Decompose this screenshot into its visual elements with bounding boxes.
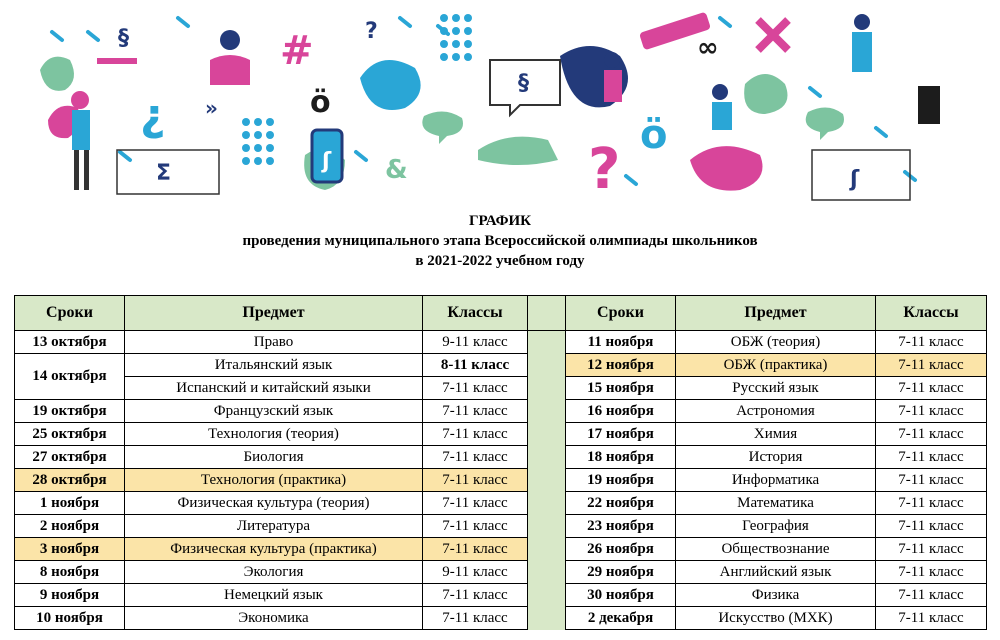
- date-cell: 15 ноября: [566, 377, 676, 400]
- date-cell: 10 ноября: [15, 607, 125, 630]
- subject-cell: Французский язык: [125, 400, 423, 423]
- date-cell: 3 ноября: [15, 538, 125, 561]
- date-cell: 29 ноября: [566, 561, 676, 584]
- classes-cell: 7-11 класс: [876, 469, 987, 492]
- subject-cell: Информатика: [676, 469, 876, 492]
- classes-cell: 7-11 класс: [423, 423, 528, 446]
- subject-cell: Итальянский язык: [125, 354, 423, 377]
- classes-cell: 7-11 класс: [876, 561, 987, 584]
- column-divider: [528, 331, 566, 354]
- column-divider: [528, 296, 566, 331]
- date-cell: 18 ноября: [566, 446, 676, 469]
- date-cell: 17 ноября: [566, 423, 676, 446]
- dot-grid-decor: [242, 14, 472, 165]
- date-cell: 25 октября: [15, 423, 125, 446]
- classes-cell: 7-11 класс: [876, 354, 987, 377]
- svg-text:∞: ∞: [697, 33, 719, 63]
- column-divider: [528, 492, 566, 515]
- table-row: [15, 515, 987, 538]
- column-divider: [528, 469, 566, 492]
- column-divider: [528, 584, 566, 607]
- classes-cell: 7-11 класс: [876, 584, 987, 607]
- header-dates: Сроки: [566, 296, 676, 331]
- header-classes: Классы: [423, 296, 528, 331]
- classes-cell: 7-11 класс: [876, 515, 987, 538]
- subject-cell: Русский язык: [676, 377, 876, 400]
- classes-cell: 7-11 класс: [876, 446, 987, 469]
- classes-cell: 7-11 класс: [876, 538, 987, 561]
- subject-cell: Обществознание: [676, 538, 876, 561]
- subject-cell: ОБЖ (практика): [676, 354, 876, 377]
- column-divider: [528, 354, 566, 377]
- svg-text:#: #: [280, 28, 314, 74]
- svg-text:&: &: [385, 155, 408, 185]
- classes-cell: 7-11 класс: [423, 400, 528, 423]
- date-cell: 1 ноября: [15, 492, 125, 515]
- table-row: [15, 423, 987, 446]
- subject-cell: Химия: [676, 423, 876, 446]
- subject-cell: ОБЖ (теория): [676, 331, 876, 354]
- subject-cell: Экономика: [125, 607, 423, 630]
- date-cell: 13 октября: [15, 331, 125, 354]
- classes-cell: 7-11 класс: [876, 331, 987, 354]
- table-row: [15, 492, 987, 515]
- classes-cell: 7-11 класс: [876, 607, 987, 630]
- svg-text:?: ?: [588, 137, 621, 202]
- document-subtitle: проведения муниципального этапа Всероссийской олимпиады школьников: [242, 233, 758, 249]
- date-cell: 9 ноября: [15, 584, 125, 607]
- date-cell: 14 октября: [15, 354, 125, 400]
- classes-cell: 7-11 класс: [876, 377, 987, 400]
- column-divider: [528, 538, 566, 561]
- classes-cell: 7-11 класс: [423, 538, 528, 561]
- subject-cell: Астрономия: [676, 400, 876, 423]
- column-divider: [528, 377, 566, 400]
- subject-cell: Экология: [125, 561, 423, 584]
- subject-cell: Испанский и китайский языки: [125, 377, 423, 400]
- date-cell: 16 ноября: [566, 400, 676, 423]
- subject-cell: Искусство (МХК): [676, 607, 876, 630]
- subject-cell: Английский язык: [676, 561, 876, 584]
- document-year: в 2021-2022 учебном году: [415, 253, 585, 269]
- document-title: ГРАФИК: [468, 213, 532, 229]
- table-row: [15, 377, 987, 400]
- svg-text:§: §: [118, 26, 129, 51]
- table-header-row: [15, 296, 987, 331]
- date-cell: 2 декабря: [566, 607, 676, 630]
- date-cell: 27 октября: [15, 446, 125, 469]
- table-row: [15, 400, 987, 423]
- date-cell: 26 ноября: [566, 538, 676, 561]
- date-cell: 19 октября: [15, 400, 125, 423]
- subject-cell: Литература: [125, 515, 423, 538]
- subject-cell: Технология (практика): [125, 469, 423, 492]
- date-cell: 22 ноября: [566, 492, 676, 515]
- header-dates: Сроки: [15, 296, 125, 331]
- date-cell: 28 октября: [15, 469, 125, 492]
- svg-text:ö: ö: [310, 85, 331, 120]
- classes-cell: 9-11 класс: [423, 561, 528, 584]
- classes-cell: 7-11 класс: [423, 446, 528, 469]
- subject-cell: Физическая культура (теория): [125, 492, 423, 515]
- subject-cell: Физика: [676, 584, 876, 607]
- subject-cell: История: [676, 446, 876, 469]
- date-cell: 12 ноября: [566, 354, 676, 377]
- svg-text:ö: ö: [640, 112, 668, 158]
- date-cell: 8 ноября: [15, 561, 125, 584]
- date-cell: 19 ноября: [566, 469, 676, 492]
- table-row: [15, 584, 987, 607]
- svg-text:¿: ¿: [140, 90, 166, 141]
- classes-cell: 7-11 класс: [423, 584, 528, 607]
- classes-cell: 8-11 класс: [423, 354, 528, 377]
- svg-text:ʃ: ʃ: [850, 167, 860, 192]
- svg-text:»: »: [205, 96, 218, 120]
- classes-cell: 7-11 класс: [876, 492, 987, 515]
- classes-cell: 7-11 класс: [423, 492, 528, 515]
- table-row: [15, 607, 987, 630]
- schedule-table: [14, 295, 987, 630]
- date-cell: 11 ноября: [566, 331, 676, 354]
- header-subject: Предмет: [676, 296, 876, 331]
- header-subject: Предмет: [125, 296, 423, 331]
- subject-cell: Право: [125, 331, 423, 354]
- classes-cell: 7-11 класс: [423, 515, 528, 538]
- column-divider: [528, 515, 566, 538]
- svg-text:Σ: Σ: [156, 161, 172, 186]
- classes-cell: 7-11 класс: [423, 469, 528, 492]
- table-row: [15, 538, 987, 561]
- column-divider: [528, 446, 566, 469]
- header-classes: Классы: [876, 296, 987, 331]
- svg-text:ʃ: ʃ: [322, 149, 332, 174]
- classes-cell: 7-11 класс: [423, 377, 528, 400]
- subject-cell: Технология (теория): [125, 423, 423, 446]
- date-cell: 23 ноября: [566, 515, 676, 538]
- subject-cell: Немецкий язык: [125, 584, 423, 607]
- banner-illustration: [0, 0, 1000, 210]
- table-row: [15, 561, 987, 584]
- svg-text:§: §: [518, 71, 529, 96]
- classes-cell: 7-11 класс: [876, 400, 987, 423]
- subject-cell: Математика: [676, 492, 876, 515]
- classes-cell: 9-11 класс: [423, 331, 528, 354]
- column-divider: [528, 400, 566, 423]
- subject-cell: География: [676, 515, 876, 538]
- column-divider: [528, 423, 566, 446]
- table-row: [15, 354, 987, 377]
- column-divider: [528, 607, 566, 630]
- date-cell: 30 ноября: [566, 584, 676, 607]
- classes-cell: 7-11 класс: [876, 423, 987, 446]
- table-row: [15, 331, 987, 354]
- table-row: [15, 469, 987, 492]
- svg-text:?: ?: [365, 19, 378, 44]
- column-divider: [528, 561, 566, 584]
- subject-cell: Биология: [125, 446, 423, 469]
- subject-cell: Физическая культура (практика): [125, 538, 423, 561]
- date-cell: 2 ноября: [15, 515, 125, 538]
- classes-cell: 7-11 класс: [423, 607, 528, 630]
- table-row: [15, 446, 987, 469]
